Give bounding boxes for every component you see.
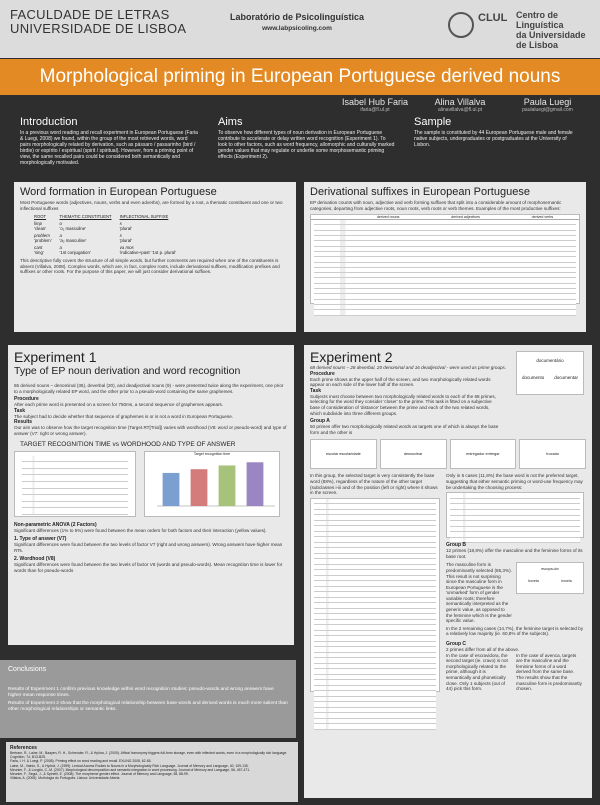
target-word: documento bbox=[521, 375, 545, 380]
word-formation-table bbox=[30, 213, 180, 256]
author-2 bbox=[420, 97, 500, 113]
author-name: Paula Luegi bbox=[523, 97, 572, 107]
column-header: derived adjectives bbox=[451, 215, 480, 220]
results-text: Our aim was to observe how the target recognition time (Target.RT[Trial]) varies with wordhood (V8: word or pseudo-word) and type of answer (V7: right or wrong answer). bbox=[14, 425, 287, 436]
target-word: boxeta bbox=[528, 579, 539, 584]
procedure-text: After each prime word is presented on a screen for 750ms, a second sequence of graphemes appears. bbox=[14, 402, 224, 408]
example-word: escolar bbox=[325, 452, 339, 457]
groupA-table bbox=[310, 498, 440, 692]
references-panel bbox=[6, 742, 298, 802]
result1-heading: 1. Type of answer (V7) bbox=[14, 536, 67, 543]
table-row bbox=[22, 495, 128, 502]
anova-table bbox=[14, 451, 136, 517]
table-row bbox=[30, 244, 180, 256]
author-email: ifaria@fl.ul.pt bbox=[360, 107, 390, 113]
results-heading: Results bbox=[14, 419, 33, 426]
derivational-text: EP derivation counts with noun, adjective and verb forming suffixes that split into a considerable amount of morphosemantic categories, departing from adjective roots, noun roots, verb roots or verb themes. Examples of the most productive suffixes: bbox=[310, 200, 562, 211]
groupBC-column bbox=[446, 473, 584, 691]
gloss: 'o₁ masculine' bbox=[59, 226, 87, 232]
title-bar bbox=[0, 59, 600, 95]
groupA-result-text: In this group, the selected target is very consistently the base word (88%), regardless of the nature of the other target (subclasses i-iii and of the position (left or right) where it shows in the screen. bbox=[310, 473, 438, 496]
reference-item: Bertram, R., Laine, M., Baayen, R. H., Schreuder, R., & Hyöna, J. (2000). Affixal homonymy triggers full-form storage, even with inflected words, even in a morphologically rich language. Cognition, 74, B13-B25. bbox=[10, 751, 288, 760]
thematic: a bbox=[59, 245, 62, 251]
task-heading: Task bbox=[310, 387, 322, 394]
column-header: derived verbs bbox=[531, 215, 554, 220]
experiment1-intro: 65 derived nouns – denominal (36), deverbal (20), and deadjectival nouns (9) - were presented twice along the experiment, one prior to a morphologically related EP word, and the other prior to a pseudo-word containing the same graphemes. bbox=[14, 383, 284, 394]
chart-bar bbox=[219, 465, 236, 506]
suffix: va bbox=[119, 245, 125, 251]
lab-logo-text bbox=[222, 12, 372, 34]
faculty-line2: UNIVERSIDADE DE LISBOA bbox=[10, 21, 187, 36]
chart-caption: TARGET RECOGNITION TIME vs WORDHOOD AND TYPE OF ANSWER bbox=[20, 440, 236, 448]
groupC-heading: Group C bbox=[446, 641, 466, 648]
groupA-column bbox=[310, 473, 440, 691]
groupB-result-text: The masculine form is predominantly selected (85,3%). This result is not surprising since the masculine form in European Portuguese is the 'unmarked' form of gender variable roots; therefore semantically interpreted as the generic value, as opposed to the feminine which is the gender specific value. bbox=[446, 562, 512, 624]
sample-heading: Sample bbox=[414, 116, 452, 128]
rt-bar-chart bbox=[145, 456, 279, 512]
conclusion-2: Results of Experiment 2 show that the morphological relationship between base words and derived words is much more salient than other morphological relationships or semantic links. bbox=[8, 701, 288, 712]
column-header: INFLECTIONAL SUFFIXE bbox=[119, 214, 169, 220]
procedure-heading: Procedure bbox=[14, 396, 39, 403]
word-formation-text2: This descriptive fully covers the structure of all simple words, but further comments are required when one of the constituents is absent (Villalva, 2008). Complex words, which are, in fact, complex roots, include derivational suffixes, modification prefixes and suffixes or other roots. For the purpose of this paper, we will just consider derivational suffixes. bbox=[20, 258, 280, 275]
derivational-rows bbox=[311, 220, 579, 315]
sample-section bbox=[414, 116, 584, 148]
example-word: desnuclear bbox=[403, 452, 423, 457]
table-row bbox=[314, 724, 436, 730]
gloss: '1st p. plural' bbox=[151, 250, 177, 256]
task-heading: Task bbox=[14, 407, 26, 414]
task-text: Subjects must choose between two morphologically related words to each of the 68 primes, selecting for the word they consider 'closer' to the prime. This task is fitted on a subjective base of consideration of 'distance' between the prime and each of the two related words, which subdivide into three different groups. bbox=[310, 393, 496, 416]
aims-text: To observe how different types of noun derivation in European Portuguese contribute to accelerate or delay written word recognition (Experiment 1). To look to other factors, such as word frequency, allomorphic and culturally marked gender values that may regulate or underlie some morphosemantic priming effects (Experiment 2). bbox=[218, 130, 395, 160]
table-row bbox=[22, 502, 128, 509]
gloss: 'sing' bbox=[34, 250, 44, 256]
aims-section bbox=[218, 116, 396, 160]
experiment1-heading: Experiment 1 bbox=[14, 349, 97, 365]
author-name: Alina Villalva bbox=[434, 97, 486, 107]
example-word: entregar bbox=[485, 452, 500, 457]
groupB-remaining-text: In the 2 remaining cases (14,7%), the feminine target is selected by a relatively low majority (ie. 60,8% of the subjects). bbox=[446, 625, 584, 637]
column-header: ROOT bbox=[34, 214, 47, 220]
example-box bbox=[519, 439, 586, 469]
example-word: entregador bbox=[466, 452, 485, 457]
reference-item: Meunier, F., & Longtin, C.-M. (2007). Morphological decomposition and semantic integration in word processing. Journal of Memory and Language, 56, 457-471. bbox=[10, 767, 251, 772]
references-heading: References bbox=[10, 745, 37, 751]
derivational-heading: Derivational suffixes in European Portuguese bbox=[310, 186, 530, 198]
conclusion-1: Results of Experiment 1 confirm previous knowledge within word recognition studies: pseudo-words and wrong answers have higher mean response times. bbox=[8, 687, 274, 698]
clul-name-line1: Centro de Linguística bbox=[516, 10, 564, 30]
example-word: escolaridade bbox=[339, 452, 361, 457]
groupB-display bbox=[516, 562, 584, 594]
table-row bbox=[30, 220, 180, 232]
table-row bbox=[22, 456, 128, 463]
table-row bbox=[22, 508, 128, 515]
root: limp bbox=[34, 221, 43, 227]
exceptions-table bbox=[446, 492, 584, 538]
poster-title: Morphological priming in European Portuguese derived nouns bbox=[39, 66, 561, 87]
derivational-panel bbox=[304, 182, 586, 332]
table-row bbox=[22, 482, 128, 489]
nonparam-text: Significant differences (1% to 5%) were found between the mean orders for both factors and their interaction (yellow values). bbox=[14, 527, 267, 533]
table-row bbox=[22, 462, 128, 469]
conclusions-panel bbox=[0, 660, 296, 738]
experiment2-intro: 68 derived nouns – 28 deverbal, 20 denominal and 16 deadjectival - were used as prime groups. bbox=[310, 365, 507, 370]
nonparam-heading: Non-parametric ANOVA (2 Factors) bbox=[14, 521, 97, 528]
groupC-text: 2 primes differ from all of the above. bbox=[446, 647, 520, 653]
groupC-case2: In the case of avenca, targets are the masculine and the feminine forms of a word derived from the same base. The results show that the masculine form is predominantly chosen. bbox=[516, 652, 582, 692]
sample-text: The sample is constituted by 44 European Portuguese male and female native subjects, undergraduates or postgraduates at the University of Lisbon. bbox=[414, 130, 573, 148]
example-box bbox=[450, 439, 517, 469]
rt-chart bbox=[144, 451, 280, 517]
group-columns bbox=[310, 473, 586, 691]
gloss: 'indicative+past' bbox=[119, 250, 151, 256]
anova-rows bbox=[15, 452, 135, 519]
root: problem bbox=[34, 233, 50, 239]
clul-name-line2: da Universidade de Lisboa bbox=[516, 30, 586, 50]
root: cant bbox=[34, 245, 43, 251]
thematic: a bbox=[59, 233, 62, 239]
groupA-rows bbox=[311, 499, 439, 730]
column-header: THEMATIC CONSTITUENT bbox=[59, 214, 112, 220]
faculty-logo-text bbox=[10, 8, 186, 36]
reference-list bbox=[10, 751, 294, 780]
groupB-heading: Group B bbox=[446, 542, 466, 549]
procedure-text: Each prime shows at the upper half of the screen, and two morphologically related words appear on each side of the lower half of the screen. bbox=[310, 376, 491, 388]
gloss: 'problem' bbox=[34, 238, 52, 244]
author-email: paulaluegi@gmail.com bbox=[522, 107, 573, 113]
target-word: boxeia bbox=[561, 579, 572, 584]
reference-item: Laine, M., Vainio, S., & Hyönä, J. (1999). Lexical Access Routes to Nouns in a Morphologically Rich Language. Journal of Memory and Language, 40, 109-135. bbox=[10, 763, 249, 768]
groupA-exceptions-text: Only in 6 cases (11,8%) the base word is not the preferred target, suggesting that either semantic priming or word-use frequency may be undertaking the choosing process: bbox=[446, 473, 583, 490]
author-name: Isabel Hub Faria bbox=[341, 97, 409, 107]
word-formation-panel bbox=[14, 182, 296, 332]
chart-title: Target recognition time bbox=[193, 451, 231, 456]
table-row bbox=[22, 489, 128, 496]
result2-heading: 2. Wordhood (V8) bbox=[14, 556, 56, 563]
experiment1-subtitle: Type of EP noun derivation and word recognition bbox=[14, 365, 241, 377]
result1-text: Significant differences were found between the two levels of factor V7 (right and wrong answers). Wrong answers have higher mean RTs. bbox=[14, 542, 283, 553]
example-word: trocado bbox=[546, 452, 559, 457]
thematic: o bbox=[59, 221, 62, 227]
groupA-heading: Group A bbox=[310, 418, 330, 425]
reference-item: Meunier, F., Segui, J., & Spinelli, E. (2008). The morpheme gender effect. Journal of Memory and Language, 58, 88-99. bbox=[10, 772, 189, 777]
gloss: 'clean' bbox=[34, 226, 47, 232]
table-row bbox=[314, 310, 576, 315]
chart-bar bbox=[163, 472, 180, 505]
groupA-text: 50 primes offer two morphologically related words as targets one of which is always the base form and the other is bbox=[310, 424, 499, 435]
introduction-heading: Introduction bbox=[20, 116, 78, 128]
group-examples bbox=[310, 439, 586, 469]
result2-text: Significant differences were found between the two levels of factor V8 (words and pseudo-words). Mean recognition time is lower for words than for pseudo-words bbox=[14, 562, 283, 573]
exceptions-rows bbox=[447, 493, 583, 543]
suffix: s bbox=[119, 233, 122, 239]
task-text: The subject had to decide whether that sequence of graphemes is or is not a word in European Portuguese. bbox=[14, 413, 234, 419]
column-header: derived nouns bbox=[376, 215, 400, 220]
introduction-section bbox=[20, 116, 198, 166]
table-row bbox=[22, 469, 128, 476]
chart-bar bbox=[247, 462, 264, 506]
groupB-text: 12 primes (18,8%) offer the masculine and the feminine forms of its base root. bbox=[446, 548, 583, 559]
table-row bbox=[22, 475, 128, 482]
target-word: documentar bbox=[554, 375, 578, 380]
reference-item: Faria, I. H. & Luegi, P. (2008). Priming effect on word reading and recall. EXLING 2008, 62-65. bbox=[10, 759, 152, 764]
example-box bbox=[310, 439, 377, 469]
chart-bar bbox=[191, 469, 208, 506]
author-1 bbox=[330, 97, 420, 113]
example-box bbox=[380, 439, 447, 469]
experiment2-panel bbox=[304, 345, 592, 798]
conclusions-heading: Conclusions bbox=[8, 666, 47, 673]
prime-word: escopa-dor bbox=[541, 567, 559, 572]
word-formation-text: Most Portuguese words (adjectives, nouns, verbs and even adverbs), are formed by a root, a thematic constituent and one or two inflectional suffixes bbox=[20, 200, 283, 211]
author-email: alinavillalva@fl.ul.pt bbox=[438, 107, 482, 113]
gloss: 'a₂ masculine' bbox=[59, 238, 87, 244]
gloss: 'plural' bbox=[119, 238, 132, 244]
table-row bbox=[30, 232, 180, 244]
suffix: s bbox=[119, 221, 122, 227]
reference-item: Villalva, A. (2008). Morfologia do Português. Lisboa: Universidade Aberta. bbox=[10, 776, 121, 781]
introduction-text: In a previous word reading and recall experiment in European Portuguese (Faria & Luegi, 2008) we found, within the group of the most retrieved words, word pairs morphologically related by derivation, such as pássaro / passarinho (bird / birdie) or espírito / espiritual (spirit / spiritual). However, from a priming point of view, the same recalled pairs could be considered both semantically and morphologically motivated. bbox=[20, 130, 198, 166]
experiment2-heading: Experiment 2 bbox=[310, 349, 393, 365]
derivational-table bbox=[310, 214, 580, 304]
aims-heading: Aims bbox=[218, 116, 243, 128]
clul-circle-icon bbox=[448, 12, 474, 38]
clul-logo bbox=[448, 8, 598, 48]
lab-name: Laboratório de Psicolinguística bbox=[229, 12, 365, 22]
experiment1-panel bbox=[8, 345, 294, 645]
suffix: mos bbox=[125, 245, 134, 251]
prime-word: documentário bbox=[536, 358, 564, 363]
gloss: 'plural' bbox=[119, 226, 132, 232]
faculty-line1: FACULDADE DE LETRAS bbox=[10, 7, 170, 22]
procedure-heading: Procedure bbox=[310, 370, 335, 377]
clul-abbr: CLUL bbox=[478, 12, 508, 24]
author-3 bbox=[505, 97, 590, 113]
lab-url: www.labpsicoling.com bbox=[262, 25, 332, 32]
display-example bbox=[516, 351, 584, 395]
groupC-case1: In the case of escravidora, the second target (ie. cravo) is not morphologically related to the prime, although it is semantically and phonetically close. Only 1 subjects (out of 44) pick this form. bbox=[446, 652, 508, 692]
word-formation-heading: Word formation in European Portuguese bbox=[20, 186, 217, 198]
gloss: '1st conjugation' bbox=[59, 250, 91, 256]
results-figures bbox=[14, 451, 288, 517]
clul-name bbox=[516, 10, 598, 50]
